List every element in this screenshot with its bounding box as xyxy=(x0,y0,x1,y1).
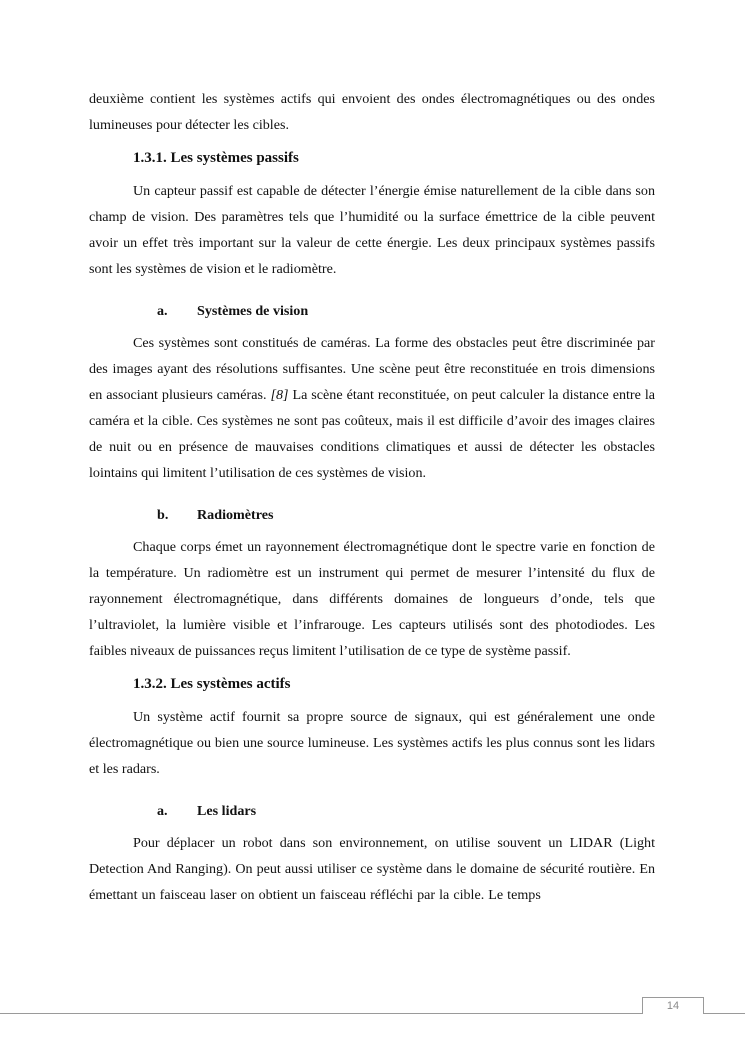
subheading-letter: a. xyxy=(157,803,168,819)
subheading-title: Radiomètres xyxy=(197,507,274,523)
citation-reference: [8] xyxy=(270,387,289,403)
subheading-vision-systems xyxy=(157,300,655,322)
subheading-letter: b. xyxy=(157,507,169,523)
subheading-letter: a. xyxy=(157,303,168,319)
vision-text-part-1: Ces systèmes sont constitués de caméras. La forme des obstacles peut être discriminée par des images ayant des résolutions suffisantes. Une scène peut être reconstituée en trois dimensions en associant plusieurs caméras. xyxy=(89,335,655,403)
subheading-title: Systèmes de vision xyxy=(197,303,309,319)
footer-divider xyxy=(0,1013,745,1014)
radiometers-paragraph: Chaque corps émet un rayonnement électromagnétique dont le spectre varie en fonction de la température. Un radiomètre est un instrument qui permet de mesurer l’intensité du flux de rayonnement électromagnétique, dans différents domaines de longueurs d’onde, tels que l’ultraviolet, la lumière visible et l’infrarouge. Les capteurs utilisés sont des photodiodes. Les faibles niveaux de puissances reçus limitent l’utilisation de ce type de système passif. xyxy=(89,539,655,659)
active-systems-paragraph: Un système actif fournit sa propre source de signaux, qui est généralement une onde électromagnétique ou bien une source lumineuse. Les systèmes actifs les plus connus sont les lidars et les radars. xyxy=(89,709,655,777)
section-heading-active-systems: 1.3.2. Les systèmes actifs xyxy=(133,676,291,692)
lidars-paragraph: Pour déplacer un robot dans son environnement, on utilise souvent un LIDAR (Light Detection And Ranging). On peut aussi utiliser ce système dans le domaine de sécurité routière. En émettant un faisceau laser on obtient un faisceau réfléchi par la cible. Le temps xyxy=(89,835,656,903)
subheading-lidars xyxy=(157,800,655,822)
section-heading-passive-systems: 1.3.1. Les systèmes passifs xyxy=(133,150,299,166)
vision-systems-paragraph xyxy=(89,330,655,486)
subheading-title: Les lidars xyxy=(197,803,257,819)
passive-systems-paragraph: Un capteur passif est capable de détecter l’énergie émise naturellement de la cible dans son champ de vision. Des paramètres tels que l’humidité ou la surface émettrice de la cible peuvent avoir un effet très important sur la valeur de cette énergie. Les deux principaux systèmes passifs sont les systèmes de vision et le radiomètre. xyxy=(89,183,655,277)
vision-text-part-2: La scène étant reconstituée, on peut calculer la distance entre la caméra et la cible. Ces systèmes ne sont pas coûteux, mais il est difficile d’avoir des images claires de nuit ou en présence de mauvaises conditions climatiques et aussi de détecter les obstacles lointains qui limitent l’utilisation de ces systèmes de vision. xyxy=(89,387,656,481)
page-content xyxy=(89,86,655,908)
page-number: 14 xyxy=(642,997,704,1014)
subheading-radiometers xyxy=(157,504,655,526)
intro-paragraph: deuxième contient les systèmes actifs qui envoient des ondes électromagnétiques ou des ondes lumineuses pour détecter les cibles. xyxy=(89,91,655,133)
